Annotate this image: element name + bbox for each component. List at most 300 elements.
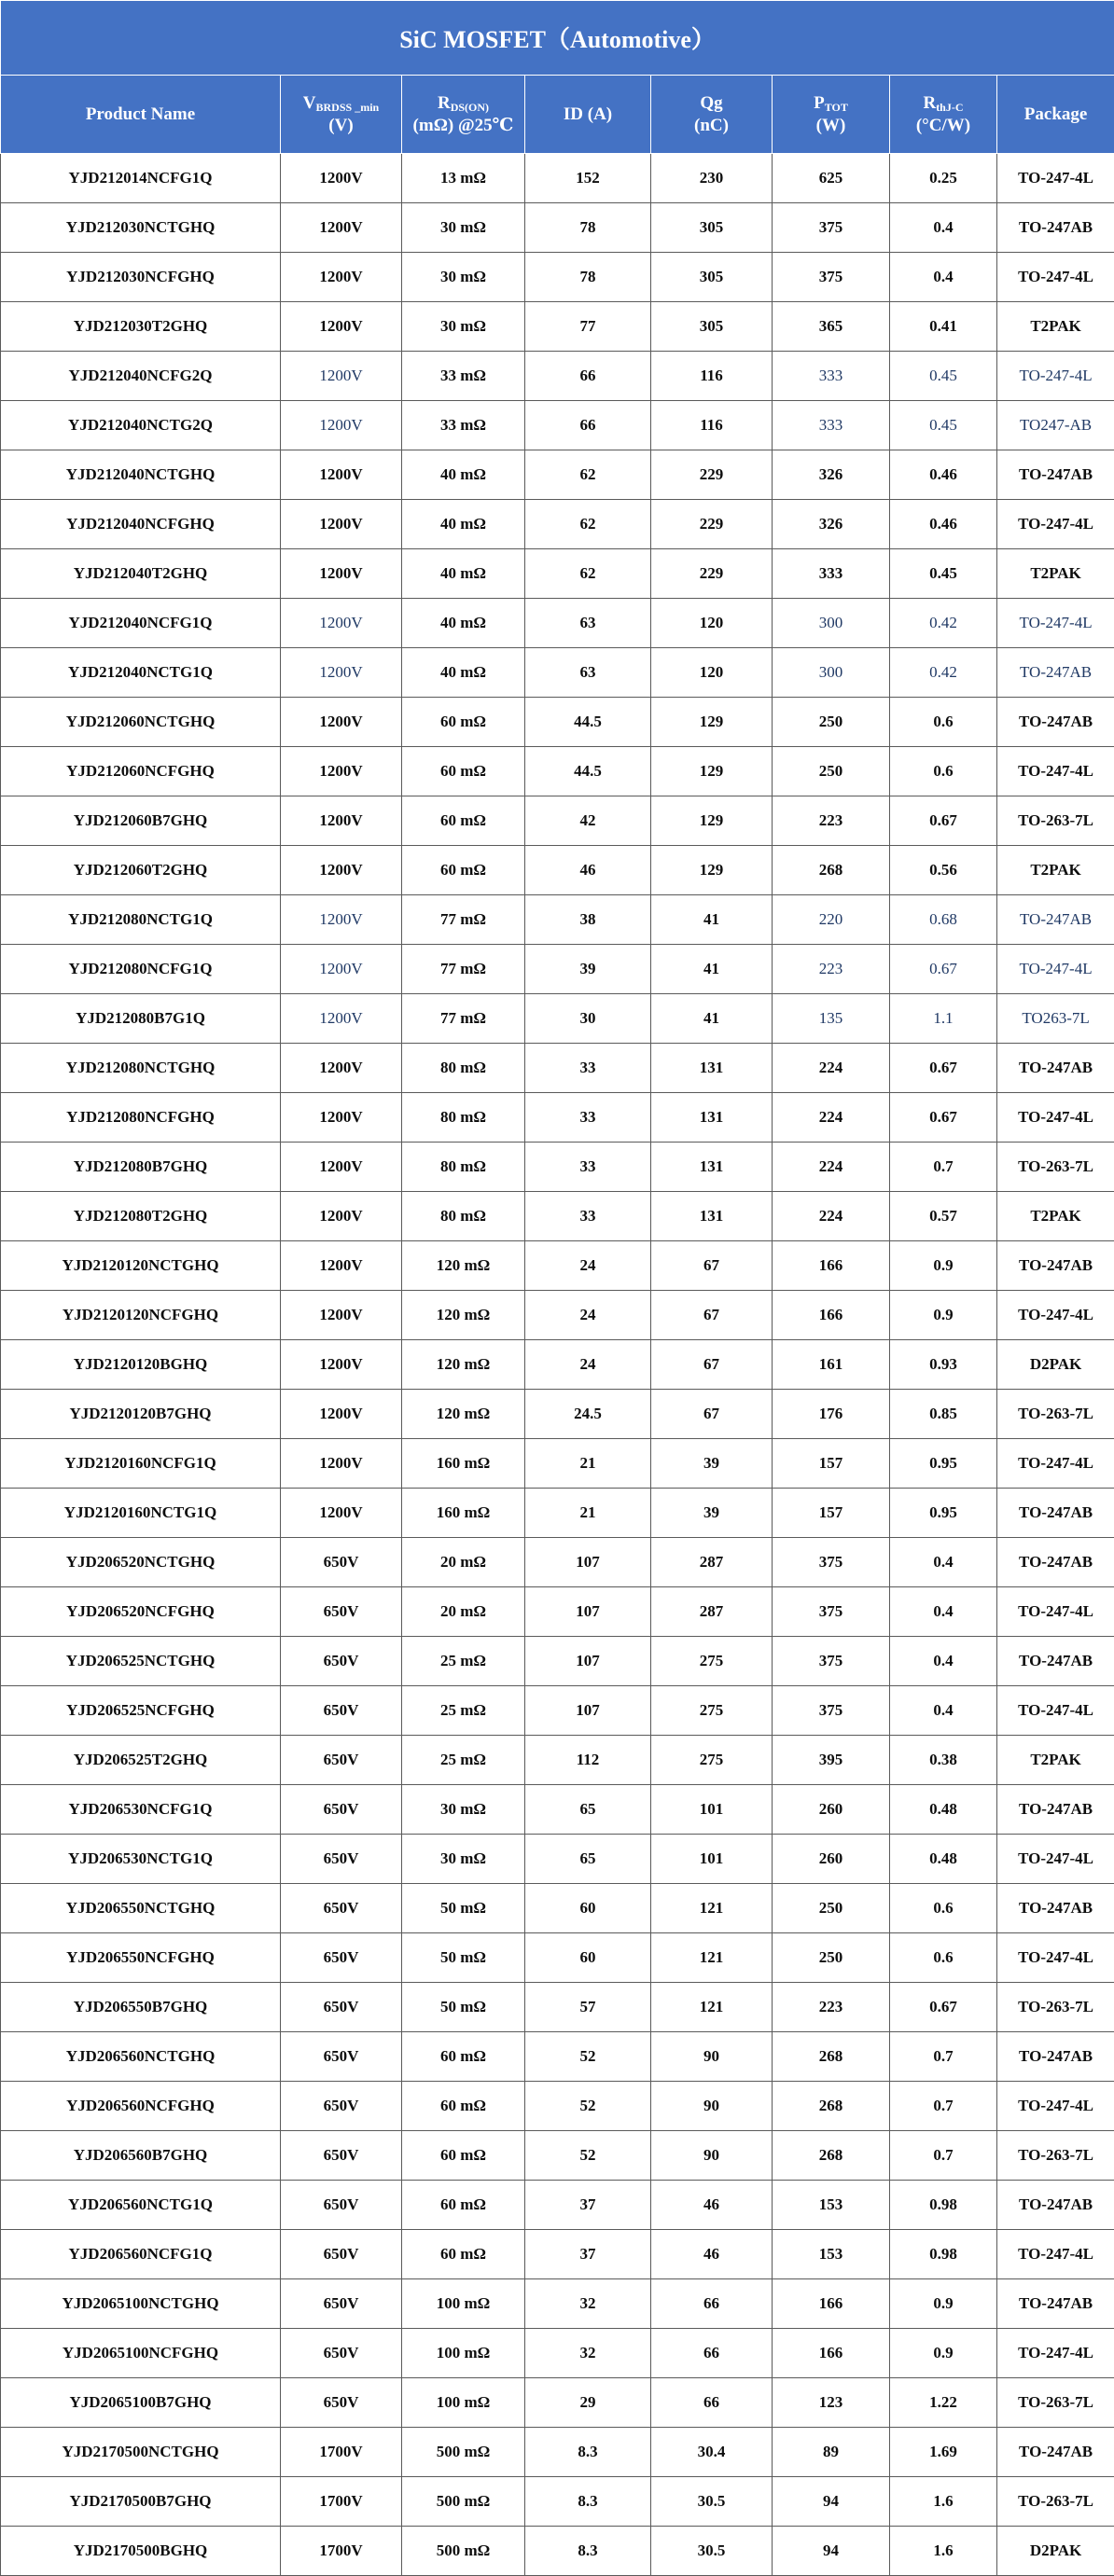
package-cell: TO-247-4L	[997, 1093, 1114, 1143]
package-cell: TO-247AB	[997, 2032, 1114, 2082]
rthjc-cell: 0.46	[890, 500, 997, 549]
ptot-cell: 220	[773, 895, 890, 945]
package-cell: T2PAK	[997, 302, 1114, 352]
ptot-cell: 375	[773, 253, 890, 302]
qg-cell: 116	[651, 352, 773, 401]
table-row	[1, 1835, 1114, 1884]
qg-cell: 67	[651, 1291, 773, 1340]
package-cell: TO-247AB	[997, 895, 1114, 945]
id-cell: 107	[525, 1637, 651, 1686]
table-row	[1, 1587, 1114, 1637]
product-name-cell: YJD2120120BGHQ	[1, 1340, 281, 1390]
vbrdss-cell: 1200V	[281, 1340, 402, 1390]
table-row	[1, 2230, 1114, 2279]
rthjc-cell: 0.9	[890, 2279, 997, 2329]
table-row	[1, 203, 1114, 253]
ptot-cell: 123	[773, 2378, 890, 2428]
vbrdss-cell: 1200V	[281, 648, 402, 698]
col-ptot: $P_{TOT}$ (W)	[773, 76, 890, 154]
id-cell: 46	[525, 846, 651, 895]
product-name-cell: YJD212030NCFGHQ	[1, 253, 281, 302]
rthjc-cell: 0.9	[890, 1241, 997, 1291]
rthjc-cell: 0.4	[890, 1587, 997, 1637]
package-cell: TO-247-4L	[997, 500, 1114, 549]
id-cell: 107	[525, 1686, 651, 1736]
table-row	[1, 154, 1114, 203]
table-row	[1, 1983, 1114, 2032]
ptot-cell: 333	[773, 549, 890, 599]
table-row	[1, 1044, 1114, 1093]
product-name-cell: YJD212080B7G1Q	[1, 994, 281, 1044]
rdson-cell: 40 mΩ	[402, 549, 525, 599]
table-row	[1, 500, 1114, 549]
vbrdss-cell: 1200V	[281, 1093, 402, 1143]
product-name-cell: YJD212040NCTG1Q	[1, 648, 281, 698]
table-row	[1, 1390, 1114, 1439]
qg-cell: 30.4	[651, 2428, 773, 2477]
product-name-cell: YJD212080B7GHQ	[1, 1143, 281, 1192]
product-name-cell: YJD212060NCTGHQ	[1, 698, 281, 747]
table-row	[1, 994, 1114, 1044]
ptot-cell: 161	[773, 1340, 890, 1390]
table-row	[1, 2527, 1114, 2576]
qg-cell: 66	[651, 2279, 773, 2329]
product-name-cell: YJD206525NCFGHQ	[1, 1686, 281, 1736]
vbrdss-cell: 650V	[281, 2329, 402, 2378]
ptot-cell: 94	[773, 2477, 890, 2527]
product-name-cell: YJD206525T2GHQ	[1, 1736, 281, 1785]
table-row	[1, 253, 1114, 302]
id-cell: 65	[525, 1785, 651, 1835]
product-name-cell: YJD212080NCTGHQ	[1, 1044, 281, 1093]
rdson-cell: 120 mΩ	[402, 1241, 525, 1291]
package-cell: D2PAK	[997, 2527, 1114, 2576]
vbrdss-cell: 1200V	[281, 154, 402, 203]
vbrdss-cell: 1200V	[281, 846, 402, 895]
rdson-cell: 30 mΩ	[402, 253, 525, 302]
qg-cell: 305	[651, 302, 773, 352]
col-rdson: $R_{DS(ON)}$ (mΩ) @25℃	[402, 76, 525, 154]
product-name-cell: YJD212040NCTGHQ	[1, 450, 281, 500]
rthjc-cell: 0.7	[890, 1143, 997, 1192]
rdson-cell: 60 mΩ	[402, 747, 525, 796]
table-title: SiC MOSFET（Automotive）	[1, 1, 1114, 76]
rdson-cell: 25 mΩ	[402, 1736, 525, 1785]
package-cell: TO-263-7L	[997, 1143, 1114, 1192]
package-cell: T2PAK	[997, 1192, 1114, 1241]
id-cell: 24.5	[525, 1390, 651, 1439]
vbrdss-cell: 1200V	[281, 549, 402, 599]
package-cell: TO-247AB	[997, 450, 1114, 500]
qg-cell: 129	[651, 747, 773, 796]
ptot-cell: 365	[773, 302, 890, 352]
rdson-cell: 30 mΩ	[402, 302, 525, 352]
rthjc-cell: 0.48	[890, 1785, 997, 1835]
rdson-cell: 60 mΩ	[402, 2230, 525, 2279]
rthjc-cell: 0.57	[890, 1192, 997, 1241]
package-cell: T2PAK	[997, 1736, 1114, 1785]
ptot-cell: 326	[773, 500, 890, 549]
table-row	[1, 549, 1114, 599]
table-row	[1, 648, 1114, 698]
ptot-cell: 300	[773, 599, 890, 648]
vbrdss-cell: 650V	[281, 2279, 402, 2329]
product-name-cell: YJD206530NCTG1Q	[1, 1835, 281, 1884]
ptot-cell: 375	[773, 1637, 890, 1686]
vbrdss-cell: 1200V	[281, 1192, 402, 1241]
id-cell: 52	[525, 2082, 651, 2131]
package-cell: TO-263-7L	[997, 2131, 1114, 2181]
rdson-cell: 50 mΩ	[402, 1933, 525, 1983]
rthjc-cell: 0.67	[890, 1983, 997, 2032]
rdson-cell: 60 mΩ	[402, 698, 525, 747]
vbrdss-cell: 650V	[281, 1884, 402, 1933]
vbrdss-cell: 650V	[281, 1983, 402, 2032]
product-name-cell: YJD212030T2GHQ	[1, 302, 281, 352]
id-cell: 112	[525, 1736, 651, 1785]
rdson-cell: 60 mΩ	[402, 2032, 525, 2082]
id-cell: 21	[525, 1489, 651, 1538]
id-cell: 57	[525, 1983, 651, 2032]
vbrdss-cell: 650V	[281, 1933, 402, 1983]
package-cell: TO-247AB	[997, 648, 1114, 698]
qg-cell: 66	[651, 2378, 773, 2428]
id-cell: 37	[525, 2181, 651, 2230]
package-cell: TO-247AB	[997, 1884, 1114, 1933]
qg-cell: 101	[651, 1835, 773, 1884]
ptot-cell: 223	[773, 945, 890, 994]
rdson-cell: 30 mΩ	[402, 1785, 525, 1835]
rthjc-cell: 1.69	[890, 2428, 997, 2477]
rthjc-cell: 0.98	[890, 2181, 997, 2230]
qg-cell: 39	[651, 1439, 773, 1489]
rdson-cell: 160 mΩ	[402, 1439, 525, 1489]
rthjc-cell: 0.6	[890, 698, 997, 747]
id-cell: 78	[525, 253, 651, 302]
product-name-cell: YJD212060B7GHQ	[1, 796, 281, 846]
table-body	[1, 154, 1114, 2576]
rthjc-cell: 0.6	[890, 1884, 997, 1933]
table-row	[1, 2082, 1114, 2131]
ptot-cell: 223	[773, 796, 890, 846]
vbrdss-cell: 650V	[281, 2032, 402, 2082]
vbrdss-cell: 1200V	[281, 253, 402, 302]
id-cell: 38	[525, 895, 651, 945]
rdson-cell: 160 mΩ	[402, 1489, 525, 1538]
package-cell: T2PAK	[997, 549, 1114, 599]
rdson-cell: 60 mΩ	[402, 796, 525, 846]
package-cell: TO-247AB	[997, 1538, 1114, 1587]
rthjc-cell: 0.41	[890, 302, 997, 352]
qg-cell: 67	[651, 1241, 773, 1291]
rdson-cell: 77 mΩ	[402, 945, 525, 994]
rdson-cell: 60 mΩ	[402, 2131, 525, 2181]
rthjc-cell: 1.6	[890, 2527, 997, 2576]
qg-cell: 275	[651, 1686, 773, 1736]
product-name-cell: YJD212040T2GHQ	[1, 549, 281, 599]
product-name-cell: YJD206560NCTGHQ	[1, 2032, 281, 2082]
product-name-cell: YJD206560B7GHQ	[1, 2131, 281, 2181]
rdson-cell: 100 mΩ	[402, 2329, 525, 2378]
table-row	[1, 1489, 1114, 1538]
id-cell: 42	[525, 796, 651, 846]
rdson-cell: 60 mΩ	[402, 846, 525, 895]
rthjc-cell: 0.9	[890, 1291, 997, 1340]
id-cell: 33	[525, 1044, 651, 1093]
id-cell: 65	[525, 1835, 651, 1884]
rdson-cell: 120 mΩ	[402, 1291, 525, 1340]
package-cell: TO-247-4L	[997, 747, 1114, 796]
vbrdss-cell: 1200V	[281, 796, 402, 846]
qg-cell: 41	[651, 994, 773, 1044]
id-cell: 52	[525, 2032, 651, 2082]
product-name-cell: YJD206520NCTGHQ	[1, 1538, 281, 1587]
vbrdss-cell: 1700V	[281, 2428, 402, 2477]
package-cell: TO-263-7L	[997, 796, 1114, 846]
product-name-cell: YJD212080T2GHQ	[1, 1192, 281, 1241]
ptot-cell: 375	[773, 1686, 890, 1736]
id-cell: 24	[525, 1291, 651, 1340]
product-name-cell: YJD2065100NCFGHQ	[1, 2329, 281, 2378]
qg-cell: 229	[651, 450, 773, 500]
product-name-cell: YJD2065100B7GHQ	[1, 2378, 281, 2428]
table-row	[1, 1637, 1114, 1686]
qg-cell: 229	[651, 500, 773, 549]
rdson-cell: 13 mΩ	[402, 154, 525, 203]
package-cell: TO-247-4L	[997, 2329, 1114, 2378]
rthjc-cell: 0.25	[890, 154, 997, 203]
table-row	[1, 1093, 1114, 1143]
ptot-cell: 135	[773, 994, 890, 1044]
ptot-cell: 89	[773, 2428, 890, 2477]
vbrdss-cell: 1200V	[281, 945, 402, 994]
ptot-cell: 224	[773, 1093, 890, 1143]
ptot-cell: 224	[773, 1192, 890, 1241]
id-cell: 37	[525, 2230, 651, 2279]
package-cell: TO-247-4L	[997, 1835, 1114, 1884]
id-cell: 33	[525, 1192, 651, 1241]
rdson-cell: 20 mΩ	[402, 1587, 525, 1637]
id-cell: 107	[525, 1538, 651, 1587]
rthjc-cell: 0.56	[890, 846, 997, 895]
package-cell: TO-247AB	[997, 1785, 1114, 1835]
id-cell: 21	[525, 1439, 651, 1489]
id-cell: 66	[525, 401, 651, 450]
vbrdss-cell: 1200V	[281, 500, 402, 549]
package-cell: TO-263-7L	[997, 1983, 1114, 2032]
ptot-cell: 166	[773, 2279, 890, 2329]
table-row	[1, 1143, 1114, 1192]
product-name-cell: YJD212080NCFG1Q	[1, 945, 281, 994]
vbrdss-cell: 1200V	[281, 203, 402, 253]
id-cell: 33	[525, 1143, 651, 1192]
package-cell: TO-263-7L	[997, 2477, 1114, 2527]
rthjc-cell: 0.6	[890, 747, 997, 796]
table-row	[1, 599, 1114, 648]
rthjc-cell: 0.38	[890, 1736, 997, 1785]
product-name-cell: YJD206530NCFG1Q	[1, 1785, 281, 1835]
rdson-cell: 40 mΩ	[402, 599, 525, 648]
ptot-cell: 268	[773, 2032, 890, 2082]
id-cell: 60	[525, 1884, 651, 1933]
qg-cell: 90	[651, 2131, 773, 2181]
package-cell: TO-247AB	[997, 1637, 1114, 1686]
id-cell: 39	[525, 945, 651, 994]
id-cell: 63	[525, 599, 651, 648]
rthjc-cell: 0.46	[890, 450, 997, 500]
package-cell: TO-247AB	[997, 2428, 1114, 2477]
product-name-cell: YJD206525NCTGHQ	[1, 1637, 281, 1686]
vbrdss-cell: 1200V	[281, 1390, 402, 1439]
product-name-cell: YJD206560NCTG1Q	[1, 2181, 281, 2230]
vbrdss-cell: 1200V	[281, 698, 402, 747]
package-cell: TO-263-7L	[997, 1390, 1114, 1439]
qg-cell: 229	[651, 549, 773, 599]
header-row	[1, 76, 1114, 154]
ptot-cell: 395	[773, 1736, 890, 1785]
qg-cell: 305	[651, 253, 773, 302]
ptot-cell: 94	[773, 2527, 890, 2576]
package-cell: TO-247-4L	[997, 599, 1114, 648]
ptot-cell: 268	[773, 2131, 890, 2181]
package-cell: TO-247-4L	[997, 1291, 1114, 1340]
rdson-cell: 33 mΩ	[402, 401, 525, 450]
package-cell: TO-247-4L	[997, 154, 1114, 203]
product-name-cell: YJD2120160NCFG1Q	[1, 1439, 281, 1489]
col-rthjc: $R_{thJ-C}$ (°C/W)	[890, 76, 997, 154]
rdson-cell: 77 mΩ	[402, 994, 525, 1044]
qg-cell: 41	[651, 945, 773, 994]
table-row	[1, 1933, 1114, 1983]
vbrdss-cell: 650V	[281, 2230, 402, 2279]
rthjc-cell: 0.45	[890, 401, 997, 450]
rdson-cell: 500 mΩ	[402, 2428, 525, 2477]
rthjc-cell: 0.68	[890, 895, 997, 945]
id-cell: 8.3	[525, 2428, 651, 2477]
ptot-cell: 333	[773, 352, 890, 401]
id-cell: 8.3	[525, 2477, 651, 2527]
table-row	[1, 1291, 1114, 1340]
package-cell: T2PAK	[997, 846, 1114, 895]
qg-cell: 120	[651, 599, 773, 648]
vbrdss-cell: 650V	[281, 1587, 402, 1637]
rdson-cell: 80 mΩ	[402, 1192, 525, 1241]
ptot-cell: 166	[773, 2329, 890, 2378]
ptot-cell: 260	[773, 1835, 890, 1884]
table-row	[1, 1192, 1114, 1241]
vbrdss-cell: 650V	[281, 1538, 402, 1587]
package-cell: TO-247AB	[997, 2279, 1114, 2329]
rthjc-cell: 0.93	[890, 1340, 997, 1390]
ptot-cell: 625	[773, 154, 890, 203]
product-name-cell: YJD212080NCFGHQ	[1, 1093, 281, 1143]
vbrdss-cell: 1700V	[281, 2477, 402, 2527]
rdson-cell: 25 mΩ	[402, 1637, 525, 1686]
rdson-cell: 100 mΩ	[402, 2378, 525, 2428]
ptot-cell: 153	[773, 2230, 890, 2279]
table-row	[1, 352, 1114, 401]
product-name-cell: YJD212060T2GHQ	[1, 846, 281, 895]
product-name-cell: YJD206520NCFGHQ	[1, 1587, 281, 1637]
vbrdss-cell: 1700V	[281, 2527, 402, 2576]
vbrdss-cell: 1200V	[281, 747, 402, 796]
ptot-cell: 250	[773, 698, 890, 747]
rdson-cell: 500 mΩ	[402, 2527, 525, 2576]
qg-cell: 101	[651, 1785, 773, 1835]
id-cell: 66	[525, 352, 651, 401]
rthjc-cell: 0.7	[890, 2032, 997, 2082]
qg-cell: 67	[651, 1340, 773, 1390]
package-cell: TO-247-4L	[997, 2230, 1114, 2279]
product-name-cell: YJD212040NCFGHQ	[1, 500, 281, 549]
rdson-cell: 80 mΩ	[402, 1143, 525, 1192]
package-cell: TO-247-4L	[997, 1587, 1114, 1637]
table-row	[1, 2329, 1114, 2378]
ptot-cell: 375	[773, 1587, 890, 1637]
qg-cell: 30.5	[651, 2527, 773, 2576]
qg-cell: 121	[651, 1983, 773, 2032]
col-package: Package	[997, 76, 1114, 154]
id-cell: 152	[525, 154, 651, 203]
qg-cell: 275	[651, 1637, 773, 1686]
id-cell: 30	[525, 994, 651, 1044]
package-cell: TO-247-4L	[997, 1686, 1114, 1736]
id-cell: 24	[525, 1241, 651, 1291]
rthjc-cell: 0.67	[890, 1044, 997, 1093]
table-row	[1, 1538, 1114, 1587]
ptot-cell: 223	[773, 1983, 890, 2032]
table-row	[1, 401, 1114, 450]
qg-cell: 230	[651, 154, 773, 203]
rdson-cell: 77 mΩ	[402, 895, 525, 945]
id-cell: 62	[525, 549, 651, 599]
rthjc-cell: 0.45	[890, 549, 997, 599]
rdson-cell: 40 mΩ	[402, 450, 525, 500]
table-row	[1, 945, 1114, 994]
rdson-cell: 120 mΩ	[402, 1340, 525, 1390]
id-cell: 52	[525, 2131, 651, 2181]
qg-cell: 39	[651, 1489, 773, 1538]
qg-cell: 46	[651, 2230, 773, 2279]
rdson-cell: 40 mΩ	[402, 648, 525, 698]
qg-cell: 129	[651, 846, 773, 895]
rthjc-cell: 0.4	[890, 1637, 997, 1686]
product-name-cell: YJD206560NCFG1Q	[1, 2230, 281, 2279]
rdson-cell: 500 mΩ	[402, 2477, 525, 2527]
id-cell: 8.3	[525, 2527, 651, 2576]
qg-cell: 46	[651, 2181, 773, 2230]
id-cell: 29	[525, 2378, 651, 2428]
vbrdss-cell: 650V	[281, 2181, 402, 2230]
rthjc-cell: 0.42	[890, 599, 997, 648]
rdson-cell: 60 mΩ	[402, 2082, 525, 2131]
table-row	[1, 747, 1114, 796]
ptot-cell: 260	[773, 1785, 890, 1835]
id-cell: 32	[525, 2279, 651, 2329]
table-row	[1, 2131, 1114, 2181]
vbrdss-cell: 1200V	[281, 1143, 402, 1192]
product-name-cell: YJD2120120NCTGHQ	[1, 1241, 281, 1291]
rthjc-cell: 1.6	[890, 2477, 997, 2527]
vbrdss-cell: 1200V	[281, 401, 402, 450]
table-row	[1, 1340, 1114, 1390]
qg-cell: 67	[651, 1390, 773, 1439]
col-product-name: Product Name	[1, 76, 281, 154]
product-name-cell: YJD206550NCFGHQ	[1, 1933, 281, 1983]
ptot-cell: 375	[773, 203, 890, 253]
product-name-cell: YJD2170500B7GHQ	[1, 2477, 281, 2527]
rdson-cell: 25 mΩ	[402, 1686, 525, 1736]
